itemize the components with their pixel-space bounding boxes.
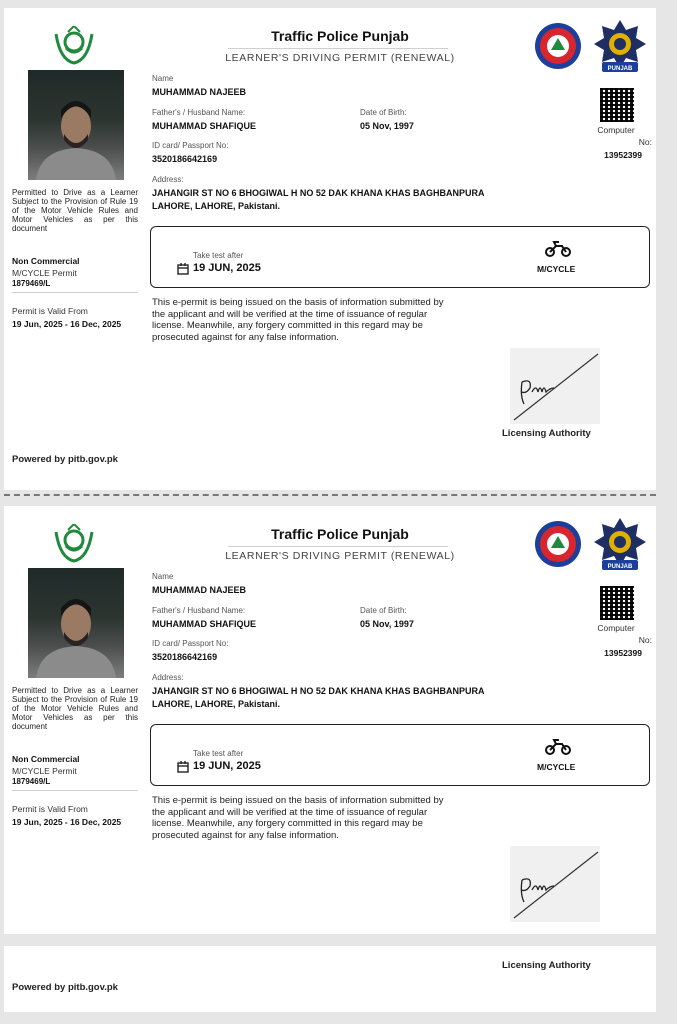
valid-range: 19 Jun, 2025 - 16 Dec, 2025 [12, 817, 122, 827]
punjab-govt-logo [52, 26, 96, 66]
id-value: 3520186642169 [152, 652, 218, 662]
father-label: Father's / Husband Name: [152, 108, 246, 117]
test-vehicle: M/CYCLE [537, 762, 576, 772]
permit-type: Non Commercial [12, 754, 80, 764]
test-vehicle: M/CYCLE [537, 264, 576, 274]
applicant-photo [28, 568, 124, 678]
applicant-photo [28, 70, 124, 180]
computer-number: 13952399 [604, 648, 642, 658]
traffic-police-badge [594, 18, 646, 74]
valid-range: 19 Jun, 2025 - 16 Dec, 2025 [12, 319, 122, 329]
permit-card-2-footer [4, 946, 656, 1012]
permit-number: 1879469/L [12, 279, 51, 288]
permit-number: 1879469/L [12, 777, 51, 786]
signature-caption: Licensing Authority [502, 428, 591, 439]
punjab-police-logo [534, 22, 582, 70]
dob-label: Date of Birth: [360, 108, 407, 117]
permit-rule-text: Permitted to Drive as a Learner Subject to the Provision of Rule 19 of the Motor Vehicle Rules and Motor Vehicles as per this document [12, 188, 138, 233]
dob-label: Date of Birth: [360, 606, 407, 615]
permit-type: Non Commercial [12, 256, 80, 266]
name-label: Name [152, 74, 174, 83]
test-date: 19 JUN, 2025 [193, 262, 261, 274]
id-label: ID card/ Passport No: [152, 141, 229, 150]
permit-card-2 [4, 506, 656, 934]
page-subtitle: LEARNER'S DRIVING PERMIT (RENEWAL) [225, 52, 455, 64]
valid-label: Permit is Valid From [12, 306, 88, 316]
page-title: Traffic Police Punjab [271, 28, 409, 44]
id-value: 3520186642169 [152, 154, 218, 164]
permit-card-1 [4, 8, 656, 490]
calendar-icon [177, 263, 189, 275]
notice-text: This e-permit is being issued on the basis of information submitted by the applicant and will be verified at the time of issuance of regular license. Meanwhile, any forgery committed in this regard may be prosecuted against for any false information. [152, 795, 444, 841]
computer-label-1: Computer [597, 623, 635, 633]
applicant-name: MUHAMMAD NAJEEB [152, 87, 246, 97]
valid-label: Permit is Valid From [12, 804, 88, 814]
applicant-name: MUHAMMAD NAJEEB [152, 585, 246, 595]
computer-label-2: No: [638, 137, 652, 147]
signature-image [510, 846, 600, 922]
signature-image [510, 348, 600, 424]
powered-by: Powered by pitb.gov.pk [12, 454, 118, 465]
test-date: 19 JUN, 2025 [193, 760, 261, 772]
motorcycle-icon [545, 739, 571, 755]
address-label: Address: [152, 175, 184, 184]
father-name: MUHAMMAD SHAFIQUE [152, 121, 256, 131]
qr-code [600, 586, 634, 620]
test-info-box [150, 724, 650, 786]
permit-rule-text: Permitted to Drive as a Learner Subject to the Provision of Rule 19 of the Motor Vehicle Rules and Motor Vehicles as per this document [12, 686, 138, 731]
address-label: Address: [152, 673, 184, 682]
signature-caption: Licensing Authority [502, 960, 591, 971]
permit-category: M/CYCLE Permit [12, 766, 77, 776]
test-info-box [150, 226, 650, 288]
computer-label-2: No: [638, 635, 652, 645]
notice-text: This e-permit is being issued on the basis of information submitted by the applicant and will be verified at the time of issuance of regular license. Meanwhile, any forgery committed in this regard may be prosecuted against for any false information. [152, 297, 444, 343]
test-label: Take test after [193, 251, 244, 260]
motorcycle-icon [545, 241, 571, 257]
badge-label: PUNJAB [607, 564, 633, 570]
address-line-2: LAHORE, LAHORE, Pakistani. [152, 201, 281, 211]
father-label: Father's / Husband Name: [152, 606, 246, 615]
permit-category: M/CYCLE Permit [12, 268, 77, 278]
powered-by: Powered by pitb.gov.pk [12, 982, 118, 993]
badge-label: PUNJAB [607, 66, 633, 72]
name-label: Name [152, 572, 174, 581]
cut-line [4, 494, 656, 496]
father-name: MUHAMMAD SHAFIQUE [152, 619, 256, 629]
traffic-police-badge [594, 516, 646, 572]
computer-label-1: Computer [597, 125, 635, 135]
punjab-police-logo [534, 520, 582, 568]
page-subtitle: LEARNER'S DRIVING PERMIT (RENEWAL) [225, 550, 455, 562]
punjab-govt-logo [52, 524, 96, 564]
test-label: Take test after [193, 749, 244, 758]
address-line-1: JAHANGIR ST NO 6 BHOGIWAL H NO 52 DAK KHANA KHAS BAGHBANPURA [152, 686, 485, 696]
address-line-2: LAHORE, LAHORE, Pakistani. [152, 699, 281, 709]
computer-number: 13952399 [604, 150, 642, 160]
address-line-1: JAHANGIR ST NO 6 BHOGIWAL H NO 52 DAK KHANA KHAS BAGHBANPURA [152, 188, 485, 198]
id-label: ID card/ Passport No: [152, 639, 229, 648]
calendar-icon [177, 761, 189, 773]
page-title: Traffic Police Punjab [271, 526, 409, 542]
qr-code [600, 88, 634, 122]
dob-value: 05 Nov, 1997 [360, 121, 414, 131]
dob-value: 05 Nov, 1997 [360, 619, 414, 629]
